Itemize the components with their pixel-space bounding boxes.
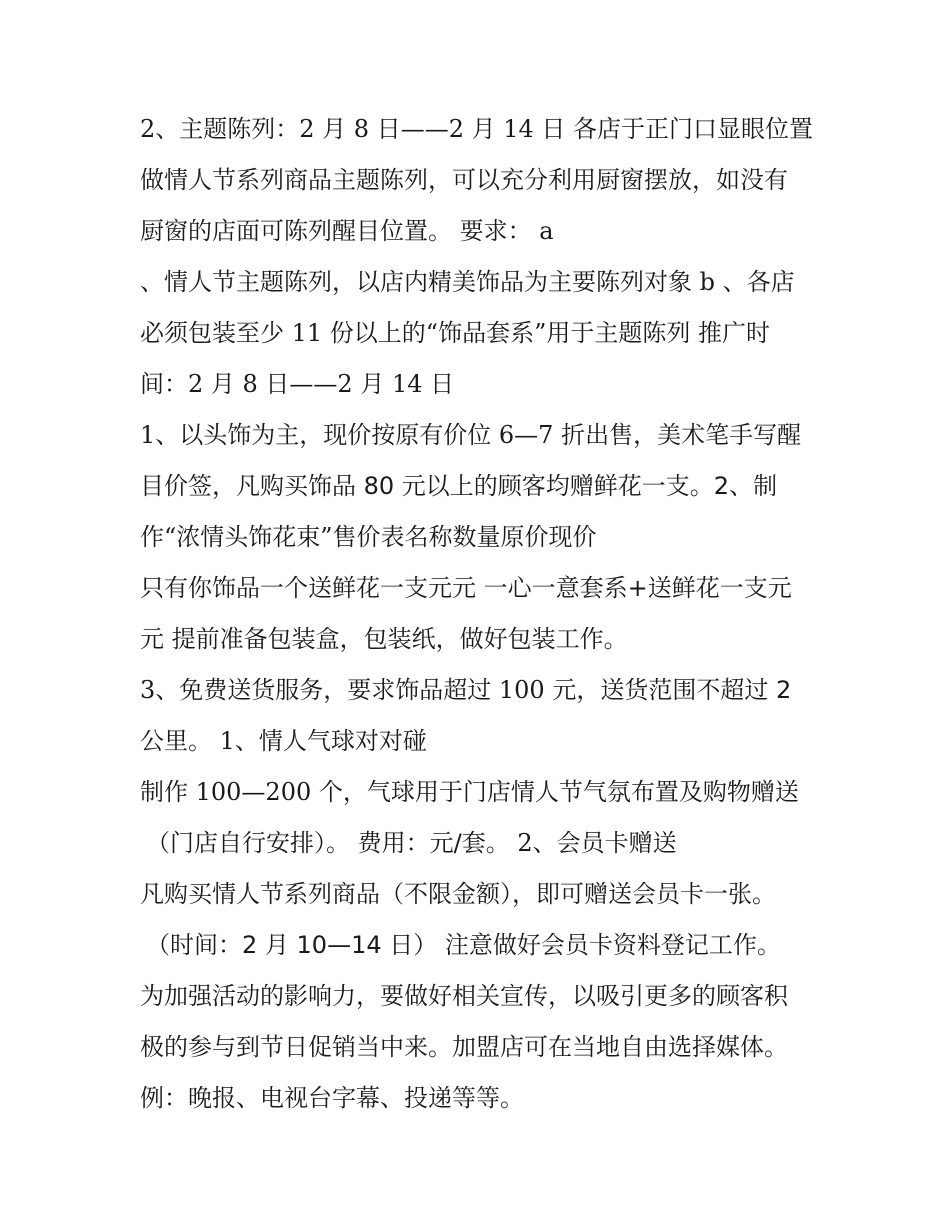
text-line <box>140 367 830 401</box>
text-segment: 目价签，凡购买饰品 <box>140 472 364 500</box>
text-segment: 间： <box>140 370 188 398</box>
text-line <box>140 469 830 503</box>
text-line <box>140 775 830 809</box>
text-segment: 1、以头饰为主，现价按原有价位 6—7 折出售， <box>140 421 658 449</box>
text-line <box>146 928 836 962</box>
text-segment: 11 份以上的“饰品套系”用于主题陈列 推广时 <box>284 319 770 347</box>
text-line <box>140 163 830 197</box>
text-segment: 只有你饰品一个送鲜花一支元元 一心一意套系+送鲜花一支元 <box>140 574 792 602</box>
text-segment: （时间：2 月 10—14 日） <box>146 931 438 959</box>
text-line <box>140 112 830 146</box>
text-segment: （门店自行安排）。 费用：元/套。 <box>146 829 510 857</box>
text-segment: 做情人节系列商品主题陈列，可以充分利用厨窗摆放，如没有 <box>140 166 788 194</box>
text-segment: 1、情人气球对对碰 <box>212 727 427 755</box>
text-segment: 厨窗的店面可陈列醒目位置。 要求： <box>140 217 532 245</box>
text-segment: 极的参与到节日促销当中来。加盟店可在当地自由选择媒体。 <box>140 1033 788 1061</box>
text-line <box>146 826 836 860</box>
text-segment: a <box>531 217 554 245</box>
text-segment: 送货范围不超过 2 <box>600 676 792 704</box>
text-line <box>140 571 830 605</box>
text-line <box>140 877 830 911</box>
text-line <box>140 622 830 656</box>
text-segment: 、情人节主题陈列，以店内精美饰品为主要陈列对象 b 、各店 <box>140 268 795 296</box>
text-segment: 凡购买情人节系列商品（不限金额），即可赠送会员卡一张。 <box>140 880 776 908</box>
text-line <box>140 418 830 452</box>
text-segment: 元 提前准备包装盒，包装纸，做好包装工作。 <box>140 625 628 653</box>
text-line <box>140 1030 830 1064</box>
text-segment: 公里。 <box>140 727 212 755</box>
text-segment: 必须包装至少 <box>140 319 284 347</box>
text-segment: 注意做好会员卡资料登记工作。 <box>437 931 781 959</box>
text-line <box>140 214 830 248</box>
text-line <box>140 673 830 707</box>
text-line <box>140 979 830 1013</box>
text-line <box>140 724 830 758</box>
text-segment: 作“浓情头饰花束”售价表名称数量原价现价 <box>140 523 597 551</box>
text-segment: 制作 100—200 个， <box>140 778 367 806</box>
text-line <box>140 316 830 350</box>
text-segment: 80 元以上的顾客均赠鲜花一支。2、制 <box>363 472 778 500</box>
text-line <box>140 1081 830 1115</box>
text-segment: 3、免费送货服务，要求饰品超过 100 元， <box>140 676 601 704</box>
text-line <box>140 265 830 299</box>
text-line <box>140 520 830 554</box>
text-segment: 美术笔手写醒 <box>657 421 802 449</box>
text-segment: 气球用于门店情人节气氛布置及购物赠送 <box>366 778 799 806</box>
text-segment: 2、主题陈列：2 月 8 日——2 月 14 日 各店于正门口显眼位置 <box>140 115 814 143</box>
text-segment: 例：晚报、电视台字幕、投递等等。 <box>140 1084 524 1112</box>
text-segment: 2、会员卡赠送 <box>509 829 677 857</box>
text-segment: 为加强活动的影响力，要做好相关宣传，以吸引更多的顾客积 <box>140 982 788 1010</box>
text-segment: 2 月 8 日——2 月 14 日 <box>188 370 455 398</box>
